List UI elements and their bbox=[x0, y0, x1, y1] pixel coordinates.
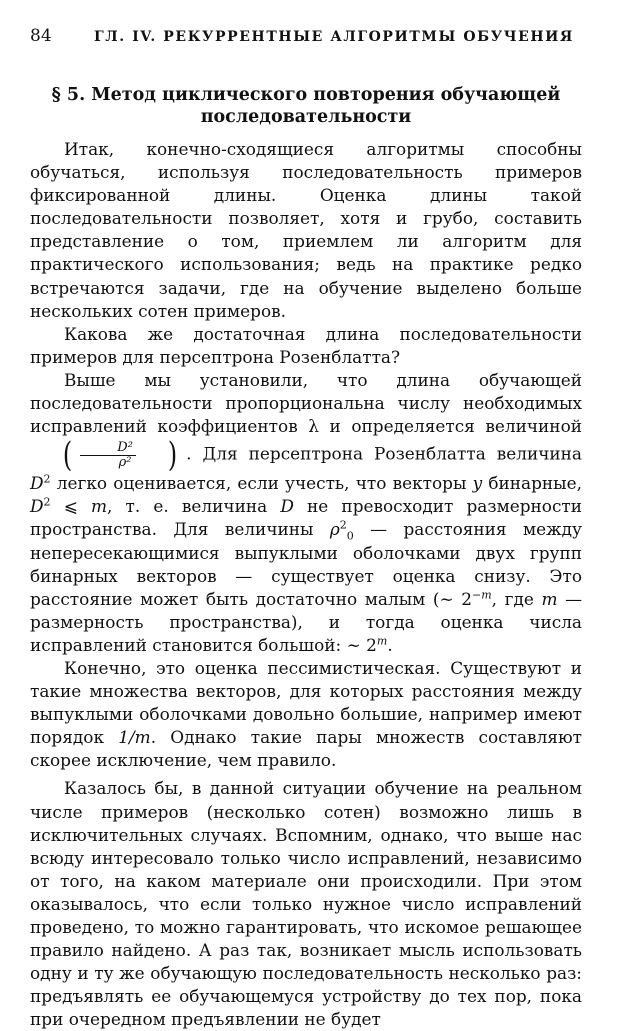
minus-m-exponent: −m bbox=[472, 588, 492, 602]
p3-text-f: не превосходит размерности пространства. Для величины bbox=[30, 496, 583, 540]
p3-text-j: . bbox=[387, 634, 393, 655]
rho-symbol bbox=[329, 518, 354, 543]
paragraph-3 bbox=[30, 369, 582, 657]
one-over-m: 1/m bbox=[118, 727, 151, 748]
p3-text-d: бинарные, bbox=[488, 473, 582, 494]
fraction bbox=[80, 441, 136, 470]
right-paren: ) bbox=[167, 435, 178, 476]
p3-text-h: , где bbox=[491, 588, 534, 609]
rho-superscript: 2 bbox=[339, 518, 347, 532]
p3-text-e: , т. е. величина bbox=[107, 496, 268, 517]
p4-text-a: Конечно, это оценка пессимистическая. Существуют и такие множества векторов, для которых расстояния между выпуклыми оболочками довольно большие, например имеют порядок bbox=[30, 657, 582, 748]
rho-letter: ρ bbox=[329, 519, 340, 540]
exponent-2: 2 bbox=[43, 472, 51, 486]
two-base-2: 2 bbox=[360, 634, 377, 655]
symbol-d-3: D bbox=[280, 496, 294, 517]
symbol-d: D bbox=[30, 473, 44, 494]
ratio-formula bbox=[32, 435, 184, 476]
paragraph-1: Итак, конечно-сходящиеся алгоритмы способны обучаться, используя последовательность примеров фиксированной длины. Оценка длины такой последовательности позволяет, хотя и грубо, составить представление о том, приемлем ли алгоритм для практического использования; ведь на практике редко встречаются задачи, где на обучение выделено больше нескольких сотен примеров. bbox=[30, 139, 582, 321]
fraction-denominator: ρ² bbox=[118, 454, 132, 470]
p3-text-b: . Для персептрона Розенблатта величина bbox=[186, 443, 582, 464]
paragraph-2: Какова же достаточная длина последовательности примеров для персептрона Розенблатта? bbox=[30, 323, 582, 367]
paragraph-5: Казалось бы, в данной ситуации обучение на реальном числе примеров (несколько сотен) возможно лишь в исключительных случаях. Вспомним, однако, что выше нас всюду интересовало только число исправлений, независимо от того, на каком материале они происходили. При этом оказывалось, что если только нужное число исправлений проведено, то можно гарантировать, что искомое решающее правило найдено. А раз так, возникает мысль использовать одну и ту же обучающую последовательность несколько раз: предъявлять ее обучающемуся устройству до тех пор, пока при очередном предъявлении не будет bbox=[30, 778, 582, 1030]
page-number: 84 bbox=[30, 26, 52, 46]
running-title: ГЛ. IV. РЕКУРРЕНТНЫЕ АЛГОРИТМЫ ОБУЧЕНИЯ bbox=[94, 29, 574, 45]
rho-subscript: 0 bbox=[346, 529, 354, 543]
section-heading bbox=[30, 84, 582, 128]
p3-text-g: — расстояния между непересекающимися выпуклыми оболочками двух групп бинарных векторов — существует оценка снизу. Это расстояние может быть достаточно малым (∼ bbox=[30, 519, 582, 609]
running-head bbox=[30, 26, 582, 56]
left-paren: ( bbox=[62, 435, 73, 476]
symbol-y: y bbox=[472, 473, 483, 494]
section-heading-line-1: § 5. Метод циклического повторения обучающей bbox=[51, 85, 561, 105]
m-exponent: m bbox=[376, 634, 388, 648]
symbol-m-2: m bbox=[541, 588, 558, 609]
section-heading-line-2: последовательности bbox=[200, 107, 412, 127]
symbol-m: m bbox=[91, 496, 108, 517]
fraction-numerator: D² bbox=[80, 441, 136, 456]
paragraph-4 bbox=[30, 657, 582, 772]
p4-text-b: . Однако такие пары множеств составляют скорее исключение, чем правило. bbox=[30, 727, 582, 771]
exponent-2-b: 2 bbox=[43, 495, 51, 509]
leq-sign: ⩽ bbox=[50, 496, 91, 517]
book-page bbox=[30, 26, 582, 1031]
symbol-d-2: D bbox=[30, 496, 44, 517]
p3-text-c: легко оценивается, если учесть, что векторы bbox=[56, 473, 467, 494]
p3-text-a: Выше мы установили, что длина обучающей последовательности пропорциональна числу необходимых исправлений коэффициентов λ и определяется величиной bbox=[30, 369, 582, 437]
p3-text-i: — размерность пространства), и тогда оценка числа исправлений становится большой: ∼ bbox=[30, 588, 583, 655]
two-base: 2 bbox=[453, 588, 472, 609]
